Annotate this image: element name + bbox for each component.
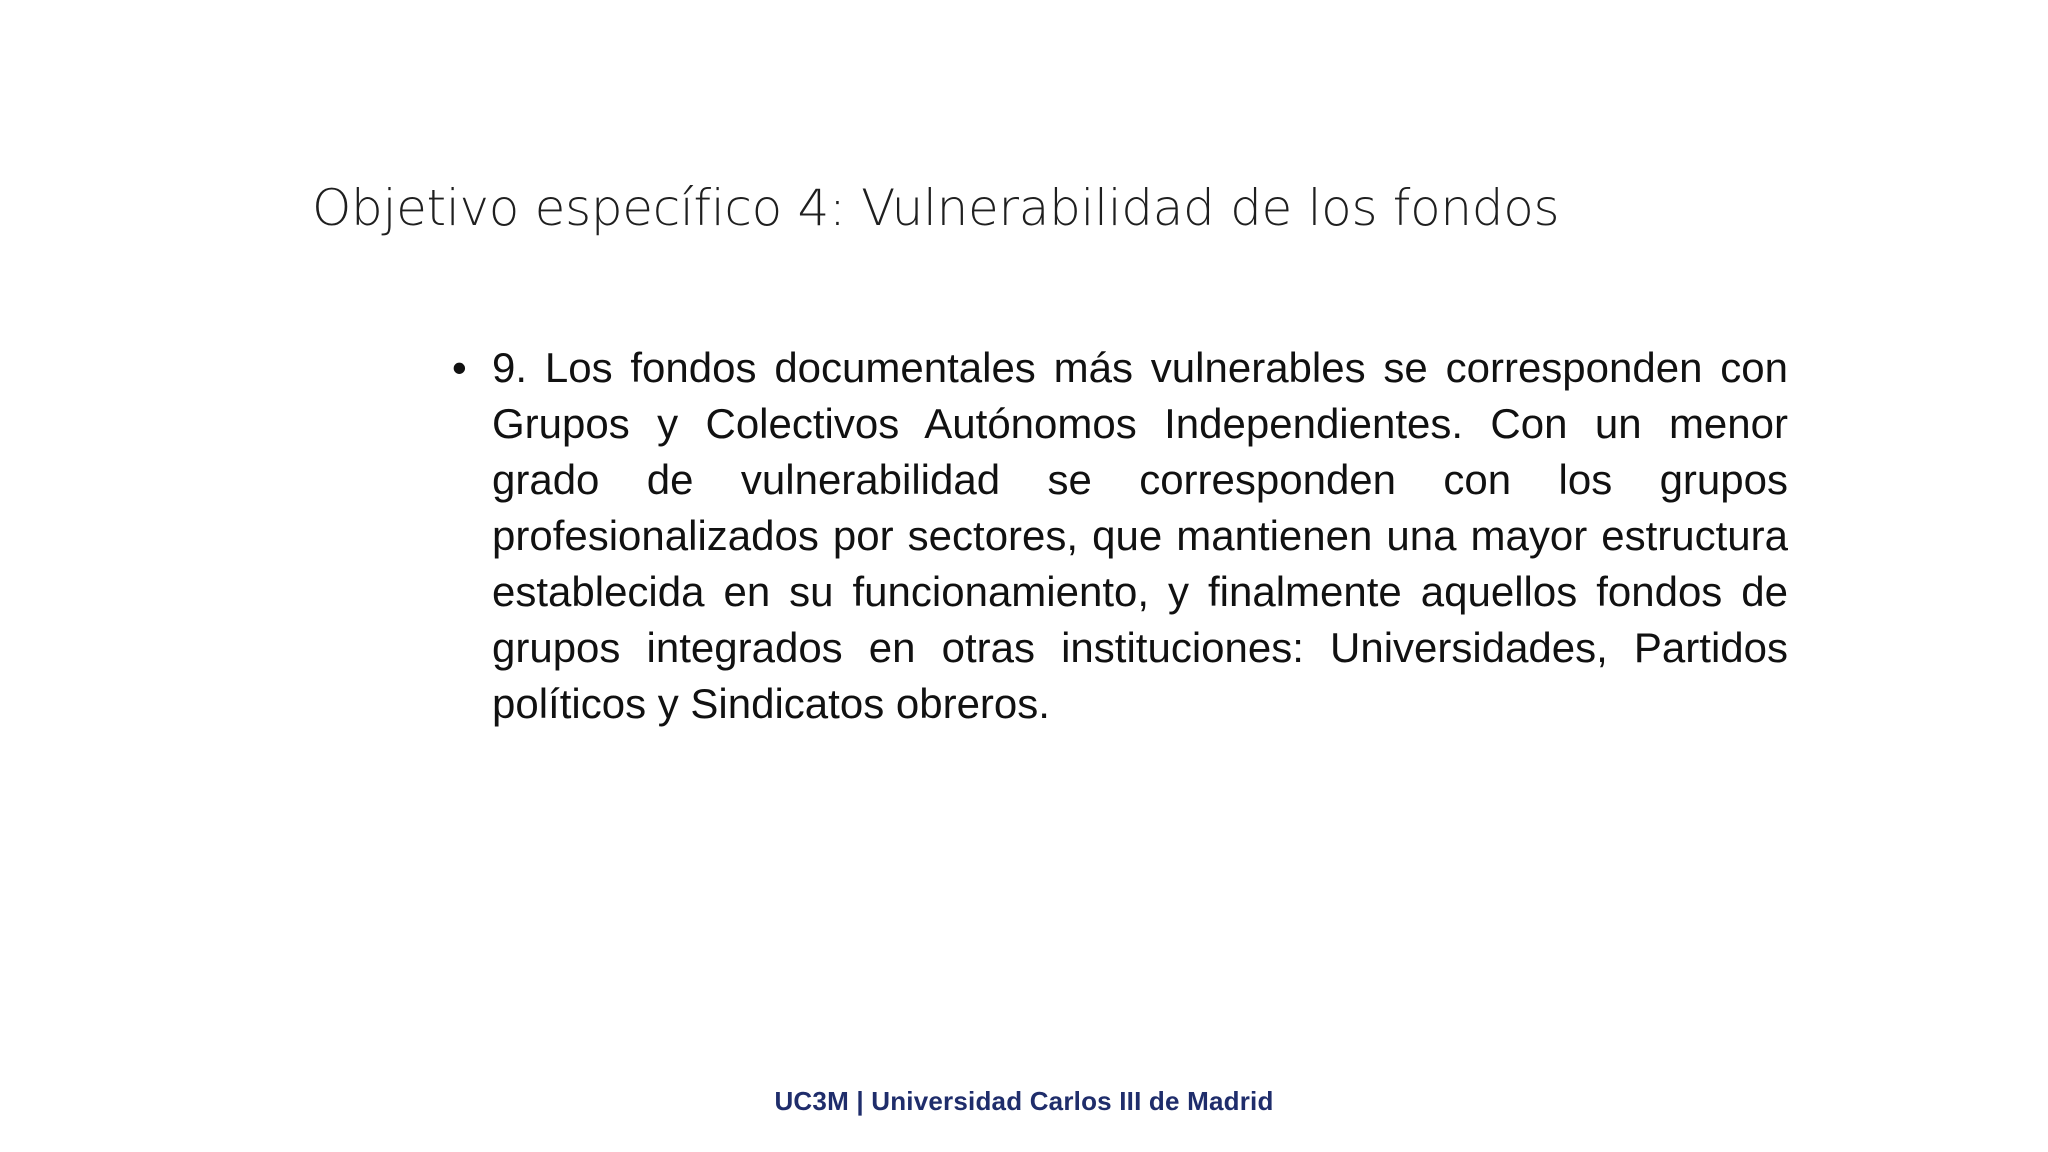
- bullet-marker: •: [452, 344, 467, 391]
- bullet-text: 9. Los fondos documentales más vulnerables se corresponden con Grupos y Colectivos Autónomos Independientes. Con un menor grado de vulnerabilidad se corresponden con los grupos profesionalizados por sectores, que mantienen una mayor estructura establecida en su funcionamiento, y finalmente aquellos fondos de grupos integrados en otras instituciones: Universidades, Partidos políticos y Sindicatos obreros.: [492, 344, 1788, 727]
- slide-content: [452, 340, 1788, 732]
- bullet-item: [452, 340, 1788, 732]
- slide-title: Objetivo específico 4: Vulnerabilidad de los fondos: [312, 179, 1560, 237]
- slide-footer: UC3M | Universidad Carlos III de Madrid: [774, 1086, 1274, 1116]
